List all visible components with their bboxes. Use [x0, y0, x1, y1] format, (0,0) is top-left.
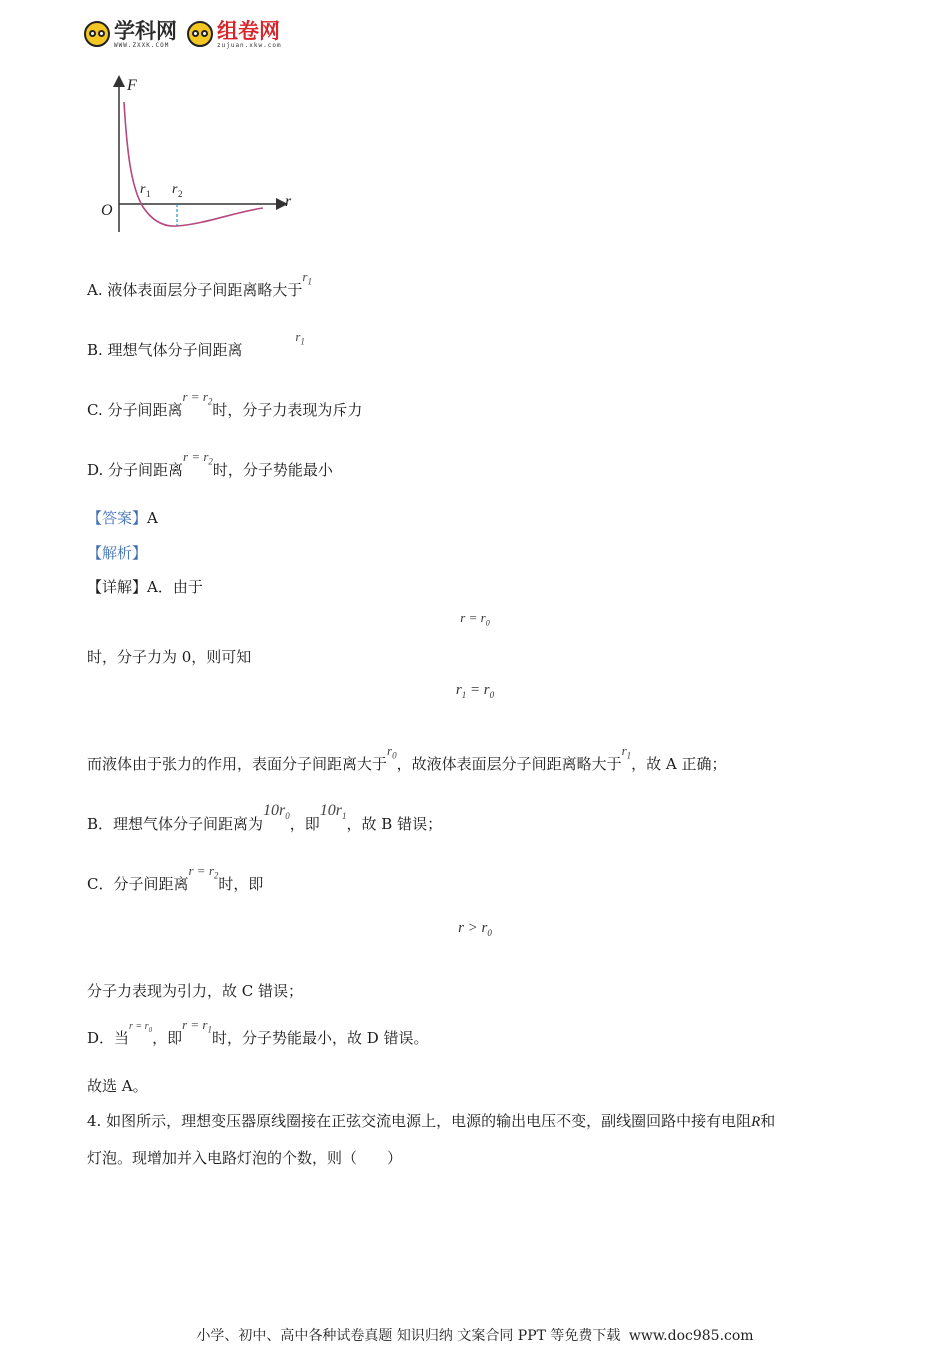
page-footer [0, 1325, 950, 1345]
option-d-text2: 时，分子势能最小 [212, 461, 333, 479]
explanation-b: B．理想气体分子间距离为$10r_0$，即$10r_1$，故 B 错误； [87, 802, 443, 833]
zujuanwang-logo[interactable] [187, 20, 282, 49]
origin-label: O [101, 202, 113, 219]
equation-r-greater-r0: $r > r_0$ [458, 920, 492, 938]
option-a-math: $r_1$ [302, 269, 312, 287]
option-a[interactable] [87, 269, 312, 301]
mascot-face-icon [187, 21, 213, 47]
footer-text: 小学、初中、高中各种试卷真题 知识归纳 文案合同 PPT 等免费下载 [196, 1328, 621, 1344]
equation-r1-equals-r0: $r_1 = r_0$ [455, 682, 495, 700]
explanation-c: C．分子间距离$r = r_2$时，即 [87, 863, 264, 893]
explanation-a: 而液体由于张力的作用，表面分子间距离大于$r_0$，故液体表面层分子间距离略大于$r_1$，故 A 正确； [87, 743, 727, 773]
r2-label: r [172, 182, 178, 197]
answer-line [87, 507, 158, 528]
logo2-text: 组卷网 [217, 18, 280, 43]
logo1-sub: WWW.ZXXK.COM [114, 41, 170, 49]
analysis-line [87, 542, 147, 563]
question4-line2: 灯泡。现增加并入电路灯泡的个数，则（ ） [87, 1149, 403, 1167]
force-curve [124, 102, 263, 226]
option-a-text: A. 液体表面层分子间距离略大于 [87, 281, 303, 299]
option-c-text1: C. 分子间距离 [87, 401, 183, 419]
x-axis-label: r [285, 193, 292, 210]
detail-tag: 【详解】 [87, 578, 148, 596]
header-logos [84, 14, 282, 54]
option-b-text: B. 理想气体分子间距离 [87, 341, 243, 359]
xuekewang-logo[interactable] [84, 20, 177, 49]
option-d[interactable] [87, 449, 333, 481]
logo2-sub: zujuan.xkw.com [217, 41, 282, 49]
r1-subscript: 1 [146, 189, 151, 199]
conclusion: 故选 A。 [87, 1077, 148, 1095]
force-distance-graph [95, 72, 305, 237]
option-d-text1: D. 分子间距离 [87, 461, 184, 479]
option-c-text2: 时，分子力表现为斥力 [212, 401, 363, 419]
when-line: 时，分子力为 0，则可知 [87, 648, 252, 666]
explanation-c-cont: 分子力表现为引力，故 C 错误； [87, 982, 304, 1000]
detail-a: A．由于 [147, 578, 203, 596]
owl-face-icon [84, 21, 110, 47]
answer-value: A [147, 509, 158, 527]
detail-line [87, 576, 203, 597]
footer-url[interactable]: www.doc985.com [628, 1328, 754, 1344]
option-b-math: $r_1$ [295, 329, 305, 347]
r1-label: r [140, 182, 146, 197]
answer-tag: 【答案】 [87, 509, 148, 527]
analysis-tag: 【解析】 [87, 544, 148, 562]
question4-line1: 4. 如图所示，理想变压器原线圈接在正弦交流电源上，电源的输出电压不变，副线圈回路中接有电阻R和 [87, 1112, 776, 1130]
r2-subscript: 2 [178, 189, 183, 199]
option-b[interactable] [87, 329, 305, 361]
option-c-math: $r = r_2$ [182, 389, 213, 407]
option-d-math: $r = r_2$ [183, 449, 213, 467]
logo1-text: 学科网 [114, 18, 177, 43]
y-axis-label: F [127, 77, 137, 94]
equation-r-equals-r0: $r = r_0$ [460, 610, 490, 628]
option-c[interactable] [87, 389, 363, 421]
explanation-d: D．当$^{r = r_0}$，即$r = r_1$时，分子势能最小，故 D 错误。 [87, 1017, 429, 1047]
